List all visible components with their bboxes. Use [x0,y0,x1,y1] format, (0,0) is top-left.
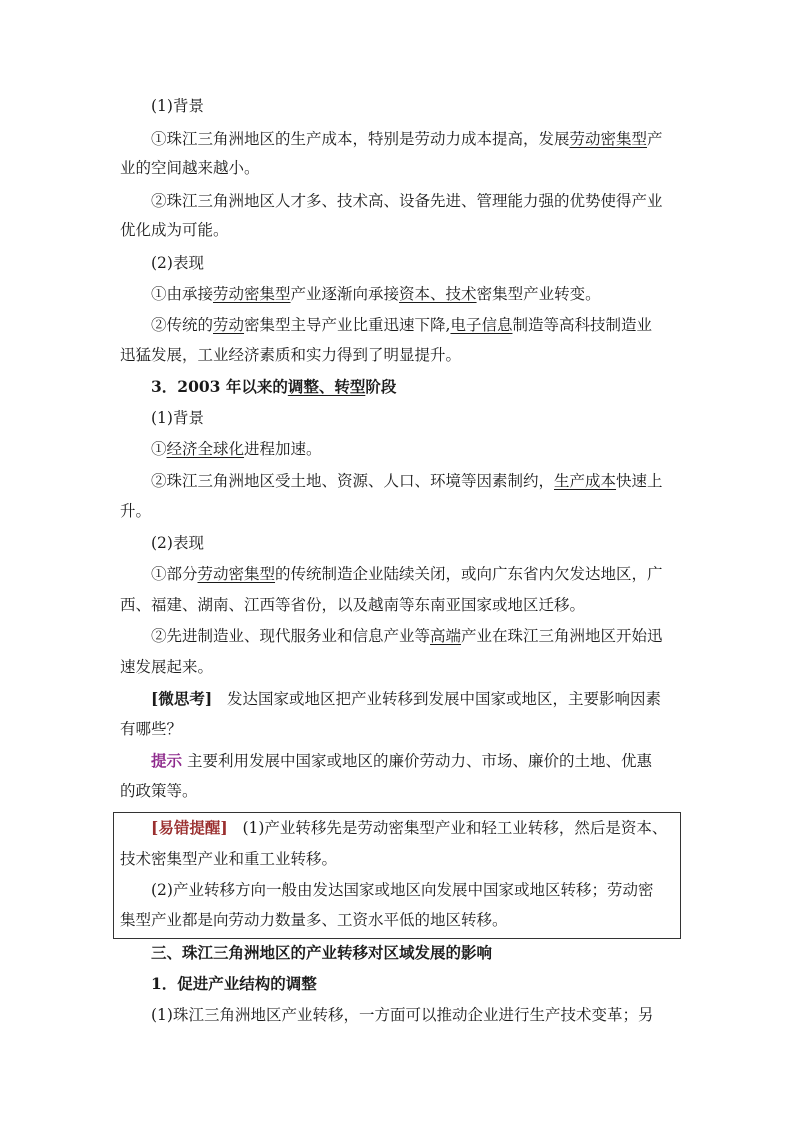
paragraph-line [120,219,229,241]
text: 优化成为可能。 [120,221,229,239]
box-line [151,817,667,839]
paragraph-line [151,625,663,647]
text: 主要利用发展中国家或地区的廉价劳动力、市场、廉价的土地、优惠 [186,752,652,770]
text: 三、珠江三角洲地区的产业转移对区域发展的影响 [151,943,493,962]
heading-performance-2 [151,532,204,554]
text: ②传统的 [151,316,214,334]
underlined-term: 生产成本 [554,472,617,490]
text: 产 [647,130,663,148]
underlined-term: 调整、转型 [287,377,366,396]
text: (1)珠江三角洲地区产业转移，一方面可以推动企业进行生产技术变革；另 [151,1006,654,1024]
hint-tag: 提示 [151,751,183,770]
text: (1)背景 [151,409,204,427]
paragraph-line [120,656,213,678]
text: ②珠江三角洲地区人才多、技术高、设备先进、管理能力强的优势使得产业 [151,192,663,210]
underlined-term: 劳动 [213,316,245,334]
heading-performance-1 [151,252,204,274]
text: 1．促进产业结构的调整 [151,974,317,993]
underlined-term: 资本、技术 [399,285,477,303]
text: 技术密集型产业和重工业转移。 [120,850,338,868]
paragraph-line [151,190,663,212]
text: 3．2003 年以来的 [151,377,288,396]
text: 制造等高科技制造业 [512,316,652,334]
heading-background-1 [151,95,204,117]
paragraph-line [120,500,151,522]
text: 有哪些？ [120,720,183,738]
text: 升。 [120,502,152,520]
text: 阶段 [365,377,397,396]
text: (2)表现 [151,534,204,552]
section-heading-stage-3 [151,376,396,398]
paragraph-line [151,283,601,305]
text: 发达国家或地区把产业转移到发展中国家或地区，主要影响因素 [226,690,661,708]
text: 快速上 [616,472,663,490]
underlined-term: 劳动密集型 [213,285,291,303]
text: 密集型主导产业比重迅速下降, [244,316,451,334]
text: (2)表现 [151,254,204,272]
text: 业的空间越来越小。 [120,159,260,177]
paragraph-line [151,128,663,150]
paragraph-line [151,438,322,460]
heading-background-2 [151,407,204,429]
text: 密集型产业转变。 [476,285,601,303]
text: 迅猛发展，工业经济素质和实力得到了明显提升。 [120,346,462,364]
box-line [120,848,337,870]
paragraph-line [120,344,461,366]
text: ①珠江三角洲地区的生产成本，特别是劳动力成本提高，发展 [151,130,570,148]
underlined-term: 经济全球化 [166,440,245,458]
paragraph-line [151,314,652,336]
text: (1)背景 [151,97,204,115]
text: 集型产业都是向劳动力数量多、工资水平低的地区转移。 [120,911,508,929]
box-line [120,909,508,931]
text: 进程加速。 [244,440,322,458]
text: 的传统制造企业陆续关闭，或向广东省内欠发达地区，广 [275,565,663,583]
text: ①部分 [151,565,198,583]
text: (1)产业转移先是劳动密集型产业和轻工业转移，然后是资本、 [242,819,668,837]
subsection-heading-1 [151,973,317,995]
think-tag: [微思考] [151,689,213,708]
underlined-term: 高端 [430,627,462,645]
text: ②先进制造业、现代服务业和信息产业等 [151,627,431,645]
underlined-term: 劳动密集型 [569,130,648,148]
section-heading-three [151,942,492,964]
text: (2)产业转移方向一般由发达国家或地区向发展中国家或地区转移；劳动密 [151,881,654,899]
paragraph-line [151,470,663,492]
text: 产业逐渐向承接 [290,285,400,303]
text: ① [151,440,167,458]
underlined-term: 劳动密集型 [197,565,276,583]
text: 的政策等。 [120,782,198,800]
text: ①由承接 [151,285,214,303]
paragraph-line [120,594,585,616]
text: 速发展起来。 [120,658,214,676]
text: 产业在珠江三角洲地区开始迅 [461,627,663,645]
reminder-tag: [易错提醒] [151,818,228,837]
box-line [151,879,653,901]
underlined-term: 电子信息 [450,316,513,334]
paragraph-line [120,718,182,740]
think-question [151,688,661,710]
paragraph-line [151,1004,653,1026]
paragraph-line [151,563,663,585]
text: 西、福建、湖南、江西等省份，以及越南等东南亚国家或地区迁移。 [120,596,586,614]
paragraph-line [120,780,198,802]
paragraph-line [120,157,260,179]
text: ②珠江三角洲地区受土地、资源、人口、环境等因素制约， [151,472,555,490]
hint-answer [151,750,652,772]
